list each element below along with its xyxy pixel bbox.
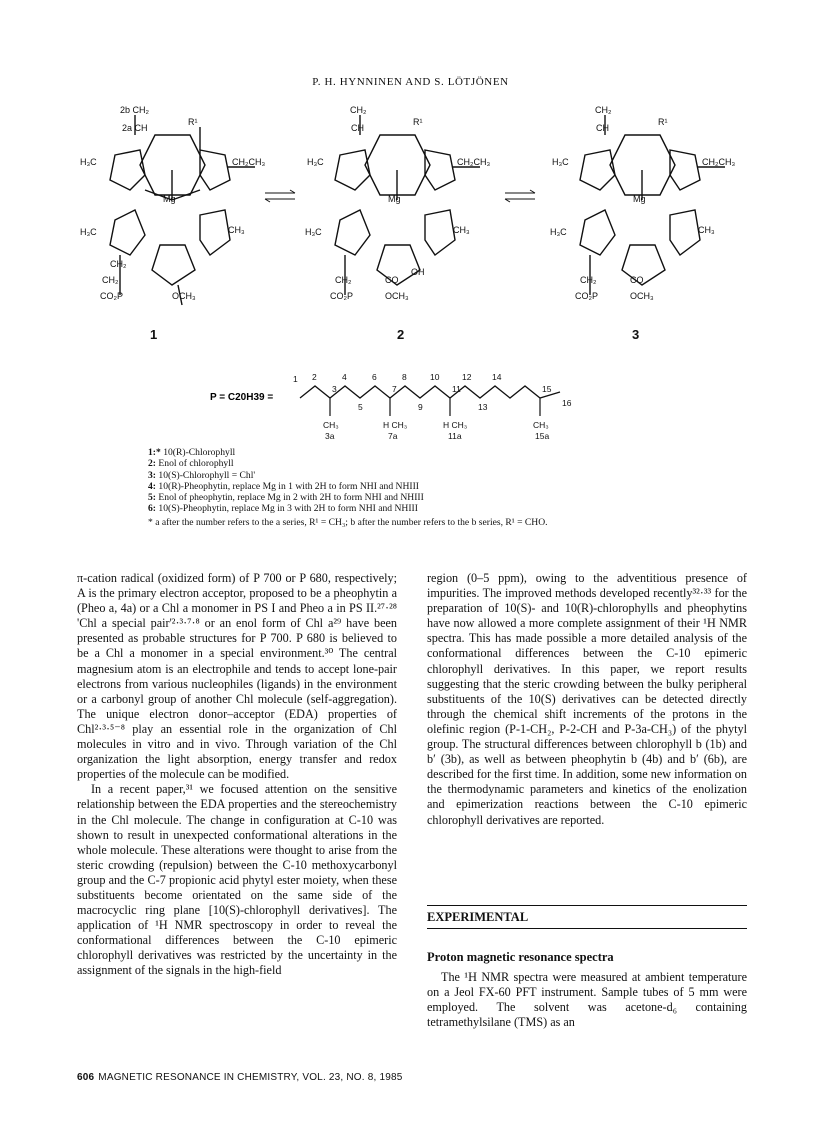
svg-text:OCH₃: OCH₃ [630, 291, 654, 301]
figure-legend [148, 447, 708, 528]
subsection-title: Proton magnetic resonance spectra [427, 950, 614, 964]
svg-text:7a: 7a [388, 431, 398, 441]
body-paragraph: π-cation radical (oxidized form) of P 700 or P 680, respectively; A is the primary electron acceptor, proposed to be a pheophytin a (Pheo a, 4a) or a Chl a monomer in PS I and Pheo a in PS II.²⁷·²⁸ 'Chl a special pair'²·³·⁷·⁸ or an enol form of Chl a²⁹ have been presented as probable structures for P 700. P 680 is believed to be a Chl a monomer in a special environment.³⁰ The central magnesium atom is an electrophile and tends to accept lone-pair electrons from various nucleophiles (ligands) in the environment or a carbonyl group of another Chl molecule (self-aggregation). The unique electron donor–acceptor (EDA) properties of Chl²·³·⁵⁻⁸ play an essential role in the organization of Chl molecules in vitro and in vivo. Through variation of the Chl organization the light absorption, energy transfer and redox properties of the molecule can be modified. [77, 571, 397, 782]
svg-text:11: 11 [452, 384, 461, 394]
section-title: EXPERIMENTAL [427, 910, 529, 924]
svg-text:15: 15 [542, 384, 552, 394]
svg-text:1: 1 [293, 374, 298, 384]
svg-text:CH₂: CH₂ [335, 275, 352, 285]
svg-text:CH: CH [351, 123, 364, 133]
legend-item: 4: 10(R)-Pheophytin, replace Mg in 1 with 2H to form NHI and NHIII [148, 480, 419, 492]
phytyl-formula: P = C20H39 = [210, 392, 274, 403]
svg-text:CH₃: CH₃ [698, 225, 715, 235]
structure-2 [335, 115, 480, 295]
section-rule-top [427, 905, 747, 906]
svg-text:H₃C: H₃C [550, 227, 567, 237]
svg-text:CH₃: CH₃ [323, 420, 339, 430]
svg-text:8: 8 [402, 372, 407, 382]
page-footer [77, 1072, 403, 1083]
molecule-label-3: 3 [632, 327, 640, 342]
svg-text:CH₂CH₃: CH₂CH₃ [702, 157, 736, 167]
svg-text:CH₂: CH₂ [110, 259, 127, 269]
svg-text:2: 2 [312, 372, 317, 382]
svg-text:Mg: Mg [163, 194, 176, 204]
phytyl-sub-labels [323, 420, 549, 441]
svg-text:2b CH₂: 2b CH₂ [120, 105, 150, 115]
svg-text:H₃C: H₃C [307, 157, 324, 167]
svg-text:CO₂P: CO₂P [100, 291, 123, 301]
svg-text:R¹: R¹ [188, 117, 198, 127]
body-paragraph: region (0–5 ppm), owing to the adventitious presence of impurities. The improved methods developed recently³²·³³ for the preparation of 10(S)- and 10(R)-chlorophylls and pheophytins have now allowed a more complete assignment of their ¹H NMR spectra. This has made possible a more detailed analysis of the conformational differences between the C-10 epimeric chlorophyll derivatives. In this paper, we report results suggesting that the steric crowding between the bulky peripheral substituents of the 10(S) derivatives can be detected directly through the chemical shift increments of the protons in the olefinic region (P-1-CH₂, P-2-CH and P-3a-CH₃) of the phytyl group. The structural differences between chlorophyll b (1b) and b′ (3b), as well as between pheophytin b (4b) and b′ (6b), are described for the first time. In addition, some new information on the thermodynamic parameters and kinetics of the enolization and epimerization reactions between the C-10 epimeric chlorophyll derivatives are reported. [427, 571, 747, 827]
svg-text:H CH₃: H CH₃ [383, 420, 408, 430]
svg-text:H₃C: H₃C [80, 157, 97, 167]
svg-text:OCH₃: OCH₃ [385, 291, 409, 301]
svg-text:CH₂: CH₂ [595, 105, 612, 115]
svg-text:10: 10 [430, 372, 440, 382]
legend-item: 1:* 10(R)-Chlorophyll [148, 447, 236, 458]
svg-text:R¹: R¹ [658, 117, 668, 127]
svg-text:CH: CH [596, 123, 609, 133]
legend-item: 3: 10(S)-Chlorophyll = Chl' [148, 469, 256, 481]
svg-text:H₃C: H₃C [80, 227, 97, 237]
molecule-label-1: 1 [150, 327, 158, 342]
svg-text:CH₂CH₃: CH₂CH₃ [457, 157, 491, 167]
chlorophyll-structures-figure [60, 95, 760, 355]
phytyl-numbers [293, 372, 572, 412]
phytyl-chain-figure [200, 370, 620, 442]
svg-text:CH₃: CH₃ [228, 225, 245, 235]
experimental-text [427, 970, 747, 1030]
structure-3 [580, 115, 725, 295]
svg-text:CO: CO [385, 275, 399, 285]
svg-text:CH₂: CH₂ [580, 275, 597, 285]
svg-text:11a: 11a [448, 431, 462, 441]
svg-text:Mg: Mg [633, 194, 646, 204]
svg-text:CH₃: CH₃ [533, 420, 549, 430]
running-head: P. H. HYNNINEN AND S. LÖTJÖNEN [312, 76, 509, 88]
svg-text:5: 5 [358, 402, 363, 412]
svg-text:CH₂: CH₂ [350, 105, 367, 115]
left-column [77, 571, 397, 979]
svg-text:H CH₃: H CH₃ [443, 420, 468, 430]
svg-text:3a: 3a [325, 431, 335, 441]
svg-text:13: 13 [478, 402, 488, 412]
svg-text:12: 12 [462, 372, 472, 382]
svg-text:2a CH: 2a CH [122, 123, 148, 133]
svg-text:7: 7 [392, 384, 397, 394]
molecule-label-2: 2 [397, 327, 405, 342]
svg-text:3: 3 [332, 384, 337, 394]
svg-text:14: 14 [492, 372, 502, 382]
svg-text:15a: 15a [535, 431, 550, 441]
svg-text:CH₂: CH₂ [102, 275, 119, 285]
svg-text:OH: OH [411, 267, 425, 277]
right-column [427, 571, 747, 828]
phytyl-chain [300, 386, 560, 398]
svg-text:H₃C: H₃C [305, 227, 322, 237]
figure-footnote: * a after the number refers to the a series, R¹ = CH₃; b after the number refers to the b series, R¹ = CHO. [148, 516, 548, 528]
body-paragraph: In a recent paper,³¹ we focused attention on the sensitive relationship between the EDA properties and the stereochemistry in the Chl molecule. The change in configuration at C-10 was shown to result in unexpected conformational alterations in the whole molecule. These alterations were thought to arise from the steric crowding (repulsion) between the C-10 methoxycarbonyl group and the C-7 propionic acid phytyl ester moiety, when these substituents become orientated on the same side of the macrocyclic ring plane [10(S)-chlorophyll derivatives]. The application of ¹H NMR spectroscopy in order to reveal the conformational differences between the C-10 epimeric chlorophyll derivatives was restricted by the uncertainty in the assignment of the signals in the high-field [77, 782, 397, 978]
svg-text:9: 9 [418, 402, 423, 412]
section-rule-bottom [427, 928, 747, 929]
svg-text:OCH₃: OCH₃ [172, 291, 196, 301]
svg-text:H₃C: H₃C [552, 157, 569, 167]
legend-item: 2: Enol of chlorophyll [148, 458, 234, 470]
legend-item: 5: Enol of pheophytin, replace Mg in 2 with 2H to form NHI and NHIII [148, 492, 424, 504]
body-paragraph: The ¹H NMR spectra were measured at ambient temperature on a Jeol FX-60 PFT instrument. Sample tubes of 5 mm were employed. The solvent was acetone-d₆ containing tetramethylsilane (TMS) as an [427, 970, 747, 1030]
svg-text:Mg: Mg [388, 194, 401, 204]
svg-text:CO₂P: CO₂P [575, 291, 598, 301]
legend-item: 6: 10(S)-Pheophytin, replace Mg in 3 with 2H to form NHI and NHIII [148, 503, 418, 515]
page-number: 606 [77, 1072, 95, 1083]
svg-text:6: 6 [372, 372, 377, 382]
svg-text:CO₂P: CO₂P [330, 291, 353, 301]
svg-text:R¹: R¹ [413, 117, 423, 127]
structure-1 [110, 115, 255, 305]
svg-text:CO: CO [630, 275, 644, 285]
svg-text:CH₃: CH₃ [453, 225, 470, 235]
svg-text:CH₂CH₃: CH₂CH₃ [232, 157, 266, 167]
journal-citation: MAGNETIC RESONANCE IN CHEMISTRY, VOL. 23, NO. 8, 1985 [98, 1072, 403, 1083]
svg-text:16: 16 [562, 398, 572, 408]
svg-text:4: 4 [342, 372, 347, 382]
